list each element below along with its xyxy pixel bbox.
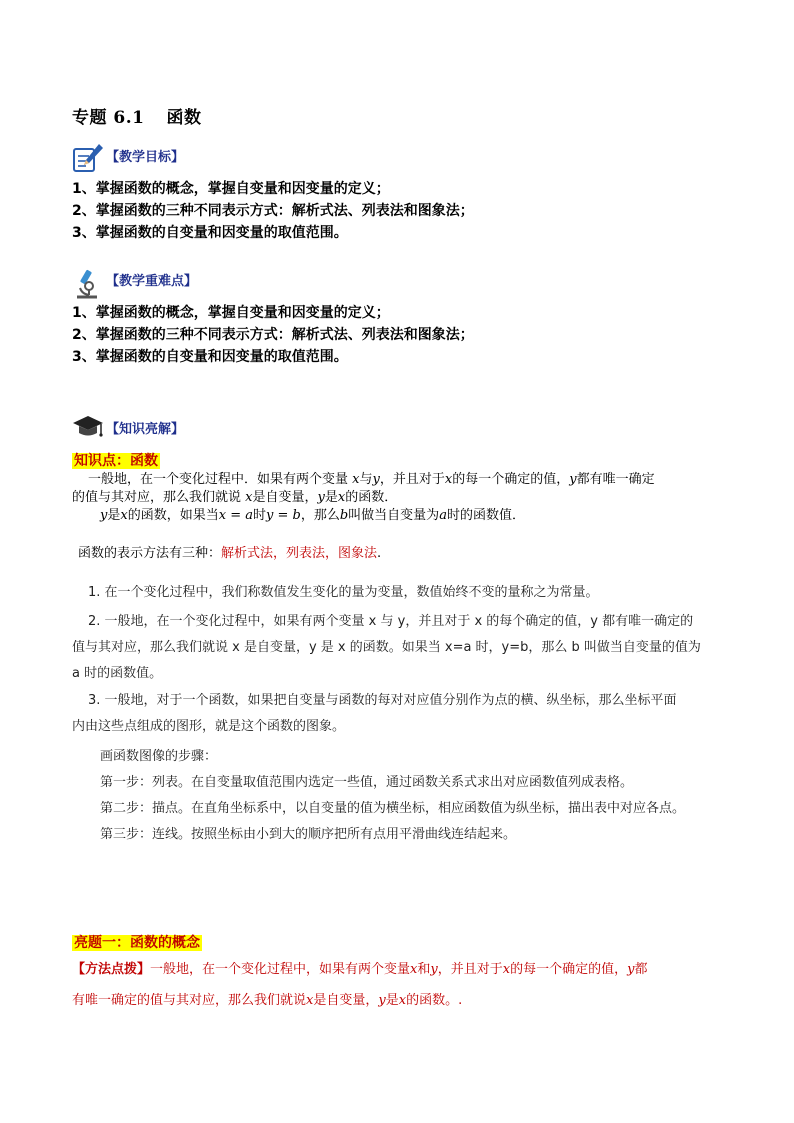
- difficulty-item: 3、掌握函数的自变量和因变量的取值范围。: [72, 349, 348, 365]
- title-name: 函数: [166, 108, 202, 128]
- knowledge-header: [72, 414, 184, 440]
- note-line: 1. 在一个变化过程中，我们称数值发生变化的量为变量，数值始终不变的量称之为常量。: [88, 585, 599, 600]
- knowledge-label: 【知识亮解】: [106, 421, 185, 437]
- step-line: 画函数图像的步骤：: [100, 749, 218, 764]
- knowledge-point-title: 知识点：函数: [74, 453, 158, 469]
- notepad-pencil-icon: [72, 143, 104, 173]
- topic1-title: 亮题一：函数的概念: [74, 935, 200, 951]
- difficulties-label: 【教学重难点】: [106, 273, 198, 289]
- microscope-icon: [72, 268, 102, 300]
- title-topic: 专题 6.1: [72, 108, 145, 128]
- goals-header: [72, 143, 184, 173]
- note-line: a 时的函数值。: [72, 666, 163, 681]
- step-line: 第二步：描点。在直角坐标系中，以自变量的值为横坐标，相应函数值为纵坐标，描出表中对应各点。: [100, 801, 686, 816]
- difficulties-header: [72, 268, 197, 300]
- method-tip-line-1: 【方法点拨】一般地，在一个变化过程中，如果有两个变量x和y，并且对于x的每一个确定的值，y都: [72, 962, 648, 977]
- note-line: 3. 一般地，对于一个函数，如果把自变量与函数的每对对应值分别作为点的横、纵坐标，那么坐标平面: [88, 693, 677, 708]
- goal-item: 2、掌握函数的三种不同表示方式：解析式法、列表法和图象法；: [72, 203, 474, 219]
- goal-item: 1、掌握函数的概念，掌握自变量和因变量的定义；: [72, 181, 390, 197]
- difficulty-item: 1、掌握函数的概念，掌握自变量和因变量的定义；: [72, 305, 390, 321]
- method-tip-line-2: 有唯一确定的值与其对应，那么我们就说x是自变量，y是x的函数。.: [72, 993, 463, 1008]
- note-line: 2. 一般地，在一个变化过程中，如果有两个变量 x 与 y，并且对于 x 的每个确定的值，y 都有唯一确定的: [88, 614, 694, 629]
- note-line: 值与其对应，那么我们就说 x 是自变量，y 是 x 的函数。如果当 x=a 时，y=b，那么 b 叫做当自变量的值为: [72, 640, 701, 655]
- representation-methods: 函数的表示方法有三种：解析式法，列表法，图象法.: [78, 546, 382, 561]
- page-title: [72, 103, 202, 128]
- function-value-definition: y是x的函数，如果当x = a时y = b，那么b叫做当自变量为a时的函数值．: [100, 508, 525, 523]
- goal-item: 3、掌握函数的自变量和因变量的取值范围。: [72, 225, 348, 241]
- difficulties-list: [72, 302, 474, 368]
- numbered-notes: [72, 584, 701, 736]
- difficulty-item: 2、掌握函数的三种不同表示方式：解析式法、列表法和图象法；: [72, 327, 474, 343]
- note-line: 内由这些点组成的图形，就是这个函数的图象。: [72, 719, 346, 734]
- step-line: 第三步：连线。按照坐标由小到大的顺序把所有点用平滑曲线连结起来。: [100, 827, 517, 842]
- step-line: 第一步：列表。在自变量取值范围内选定一些值，通过函数关系式求出对应函数值列成表格。: [100, 775, 634, 790]
- goals-label: 【教学目标】: [106, 149, 185, 165]
- definition-line-2: 的值与其对应，那么我们就说 x是自变量，y是x的函数．: [72, 490, 398, 505]
- goals-list: [72, 178, 474, 244]
- graphing-steps: [100, 748, 685, 844]
- definition-line-1: 一般地，在一个变化过程中．如果有两个变量 x与y，并且对于x的每一个确定的值，y都有唯一确定: [88, 472, 655, 487]
- graduation-cap-icon: [72, 414, 104, 440]
